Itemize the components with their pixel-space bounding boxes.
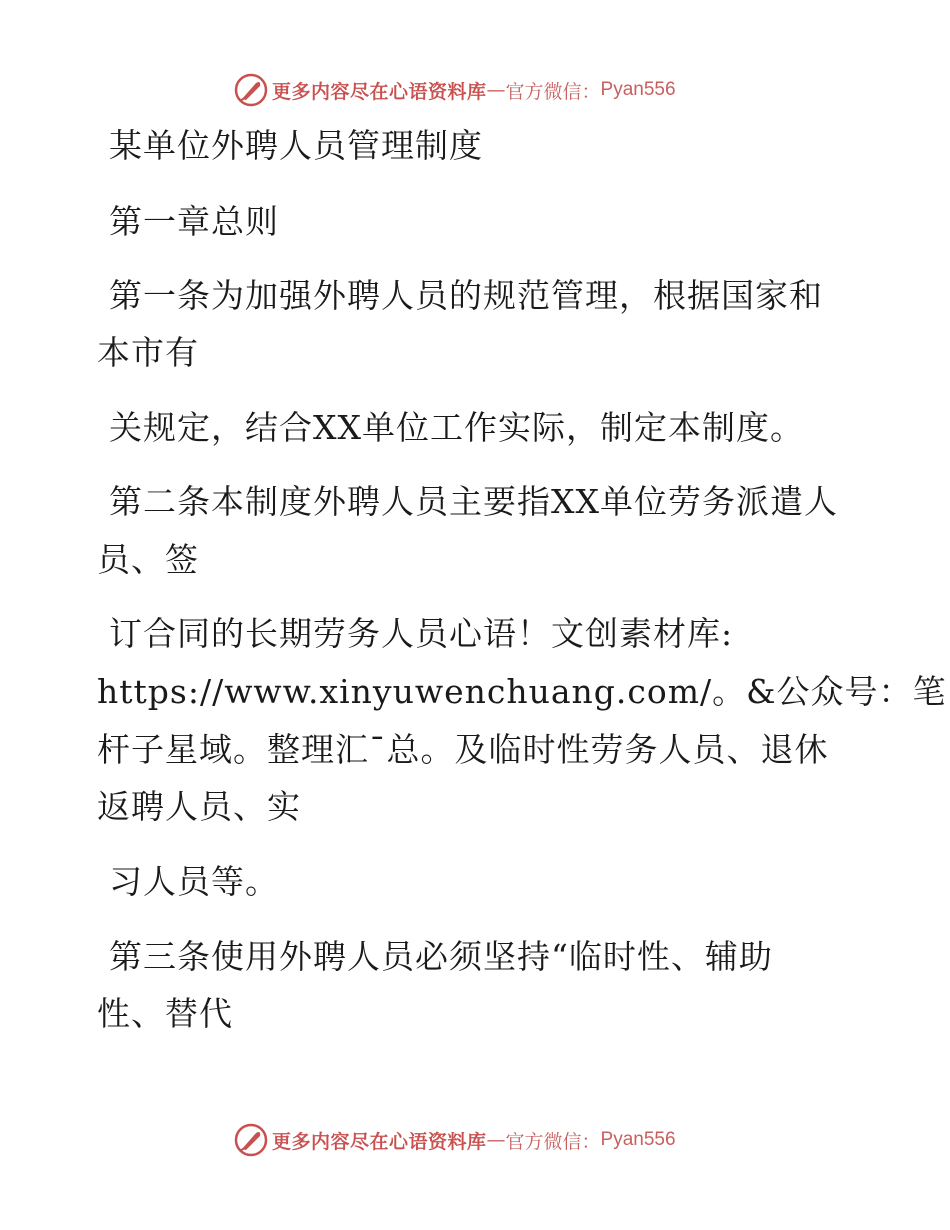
paragraph-line: 第三条使用外聘人员必须坚持“临时性、辅助 [109,937,773,976]
chapter-heading: 第一章总则 [109,202,279,241]
banner-main-text: 更多内容尽在心语资料库 [272,1130,487,1153]
paragraph-line: 订合同的长期劳务人员心语！文创素材库: [109,614,734,653]
paragraph-line: 员、签 [97,540,199,579]
banner-wechat-label: 官方微信： [505,80,601,103]
quill-pen-logo-icon [234,1123,268,1157]
banner-main-text: 更多内容尽在心语资料库 [272,80,487,103]
paragraph-line: 第二条本制度外聘人员主要指XX单位劳务派遣人 [109,482,838,521]
quill-pen-logo-icon [234,73,268,107]
paragraph-line: 习人员等。 [109,862,279,901]
paragraph-line: 返聘人员、实 [97,787,301,826]
banner-wechat-id: Pyan556 [600,79,676,100]
paragraph-line: https://www.xinyuwenchuang.com/。&公众号：笔 [97,672,947,711]
footer-banner [234,1122,676,1158]
header-banner [234,72,676,108]
banner-dash: — [486,79,506,101]
banner-wechat-id: Pyan556 [600,1129,676,1150]
paragraph-line: 第一条为加强外聘人员的规范管理，根据国家和 [109,276,823,315]
paragraph-line: 关规定，结合XX单位工作实际，制定本制度。 [109,408,804,447]
banner-dash: — [486,1129,506,1151]
banner-wechat-label: 官方微信： [505,1130,601,1153]
paragraph-line: 本市有 [97,333,199,372]
paragraph-line: 杆子星域。整理汇¯总。及临时性劳务人员、退休 [97,730,829,769]
document-title: 某单位外聘人员管理制度 [109,126,483,165]
paragraph-line: 性、替代 [97,994,233,1033]
